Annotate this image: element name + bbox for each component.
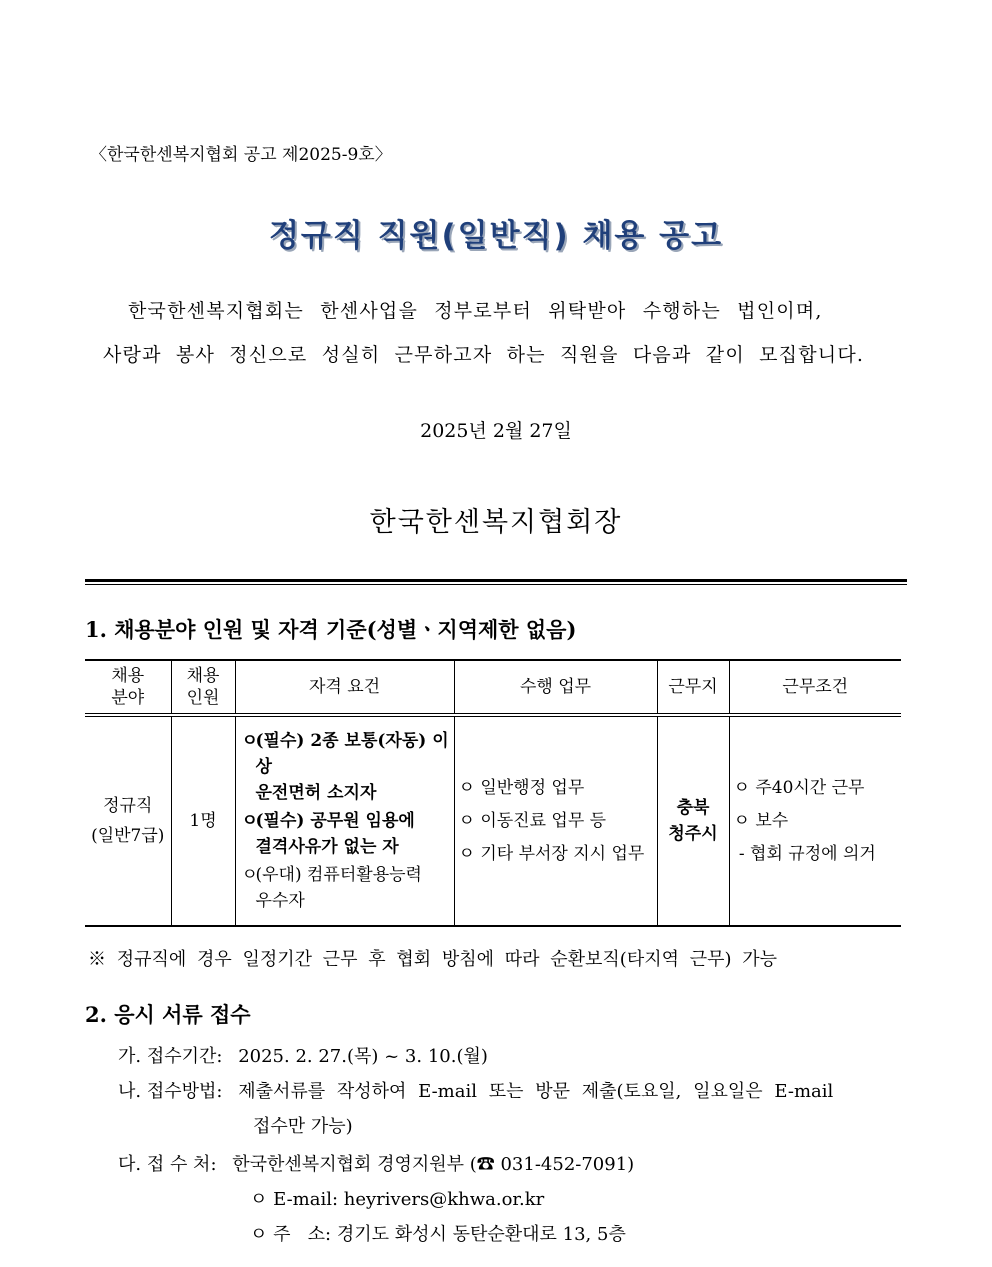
- qualification-line: 운전면허 소지자: [255, 783, 377, 803]
- table-row: [85, 715, 901, 926]
- duty-item: ㅇ 일반행정 업무: [458, 777, 585, 798]
- intro-line-1: 한국한센복지협회는 한센사업을 정부로부터 위탁받아 수행하는 법인이며,: [128, 300, 823, 322]
- period-label: 가. 접수기간:: [118, 1046, 223, 1067]
- place-label: 다. 접 수 처:: [118, 1154, 217, 1175]
- cell-field: [85, 715, 171, 926]
- col-header-field-l2: 분야: [111, 688, 145, 708]
- condition-item: ㅇ 주40시간 근무: [733, 777, 865, 798]
- bullet-icon: ㅇ: [241, 865, 258, 885]
- qualification-line: (우대) 컴퓨터활용능력: [255, 865, 422, 885]
- col-header-field-l1: 채용: [111, 666, 145, 686]
- cell-conditions: [729, 715, 901, 926]
- address-line: ㅇ 주 소: 경기도 화성시 동탄순환대로 13, 5층: [250, 1224, 626, 1245]
- qualification-line: (필수) 2종 보통(자동) 이상: [255, 731, 449, 777]
- col-header-count-l2: 인원: [186, 688, 220, 708]
- duty-item: ㅇ 이동진료 업무 등: [458, 810, 607, 831]
- bullet-icon: ㅇ: [241, 811, 258, 831]
- duty-item: ㅇ 기타 부서장 지시 업무: [458, 843, 645, 864]
- field-line-2: (일반7급): [91, 826, 165, 846]
- qualification-item: [240, 862, 452, 914]
- intro-line-2: 사랑과 봉사 정신으로 성실히 근무하고자 하는 직원을 다음과 같이 모집합니다.: [103, 344, 865, 366]
- method-label: 나. 접수방법:: [118, 1081, 223, 1102]
- divider-thick: [85, 579, 907, 582]
- col-header-field: [85, 660, 171, 715]
- place-value: 한국한센복지협회 경영지원부 (☎ 031-452-7091): [232, 1154, 635, 1175]
- col-header-qualification: 자격 요건: [235, 660, 454, 715]
- qualification-line: 우수자: [255, 891, 305, 911]
- period-line: [118, 1042, 488, 1068]
- organization-signature: 한국한센복지협회장: [369, 507, 623, 538]
- condition-item: - 협회 규정에 의거: [733, 843, 876, 864]
- col-header-location: 근무지: [657, 660, 729, 715]
- col-header-count-l1: 채용: [186, 666, 220, 686]
- method-value: 제출서류를 작성하여 E-mail 또는 방문 제출(토요일, 일요일은 E-mail: [238, 1081, 834, 1102]
- condition-item: ㅇ 보수: [733, 810, 789, 831]
- qualification-item: [240, 728, 452, 806]
- bullet-icon: ㅇ: [241, 731, 258, 751]
- place-line: [118, 1150, 634, 1176]
- notice-number: 〈한국한센복지협회 공고 제2025-9호〉: [90, 145, 392, 165]
- cell-count: 1명: [171, 715, 235, 926]
- cell-location: [657, 715, 729, 926]
- cell-duties: [454, 715, 657, 926]
- qualification-line: 결격사유가 없는 자: [255, 837, 399, 857]
- qualification-item: [240, 808, 452, 860]
- qualification-line: (필수) 공무원 임용에: [255, 811, 415, 831]
- field-line-1: 정규직: [103, 796, 153, 816]
- rotation-note: ※ 정규직에 경우 일정기간 근무 후 협회 방침에 따라 순환보직(타지역 근무) 가능: [88, 949, 778, 970]
- cell-qualifications: [235, 715, 454, 926]
- method-line: [118, 1077, 908, 1103]
- page-title: 정규직 직원(일반직) 채용 공고: [268, 218, 724, 254]
- col-header-duties: 수행 업무: [454, 660, 657, 715]
- location-line-1: 충북: [676, 798, 710, 818]
- period-value: 2025. 2. 27.(목) ~ 3. 10.(월): [238, 1046, 488, 1067]
- method-value-cont: 접수만 가능): [253, 1116, 353, 1137]
- section-1-heading: 1. 채용분야 인원 및 자격 기준(성별ㆍ지역제한 없음): [85, 617, 577, 642]
- divider-thin: [85, 584, 907, 585]
- notice-date: 2025년 2월 27일: [420, 420, 572, 442]
- recruitment-table: [85, 659, 901, 927]
- section-2-heading: 2. 응시 서류 접수: [85, 1002, 251, 1027]
- col-header-count: [171, 660, 235, 715]
- col-header-conditions: 근무조건: [729, 660, 901, 715]
- location-line-2: 청주시: [668, 824, 718, 844]
- email-line: ㅇ E-mail: heyrivers@khwa.or.kr: [250, 1189, 545, 1210]
